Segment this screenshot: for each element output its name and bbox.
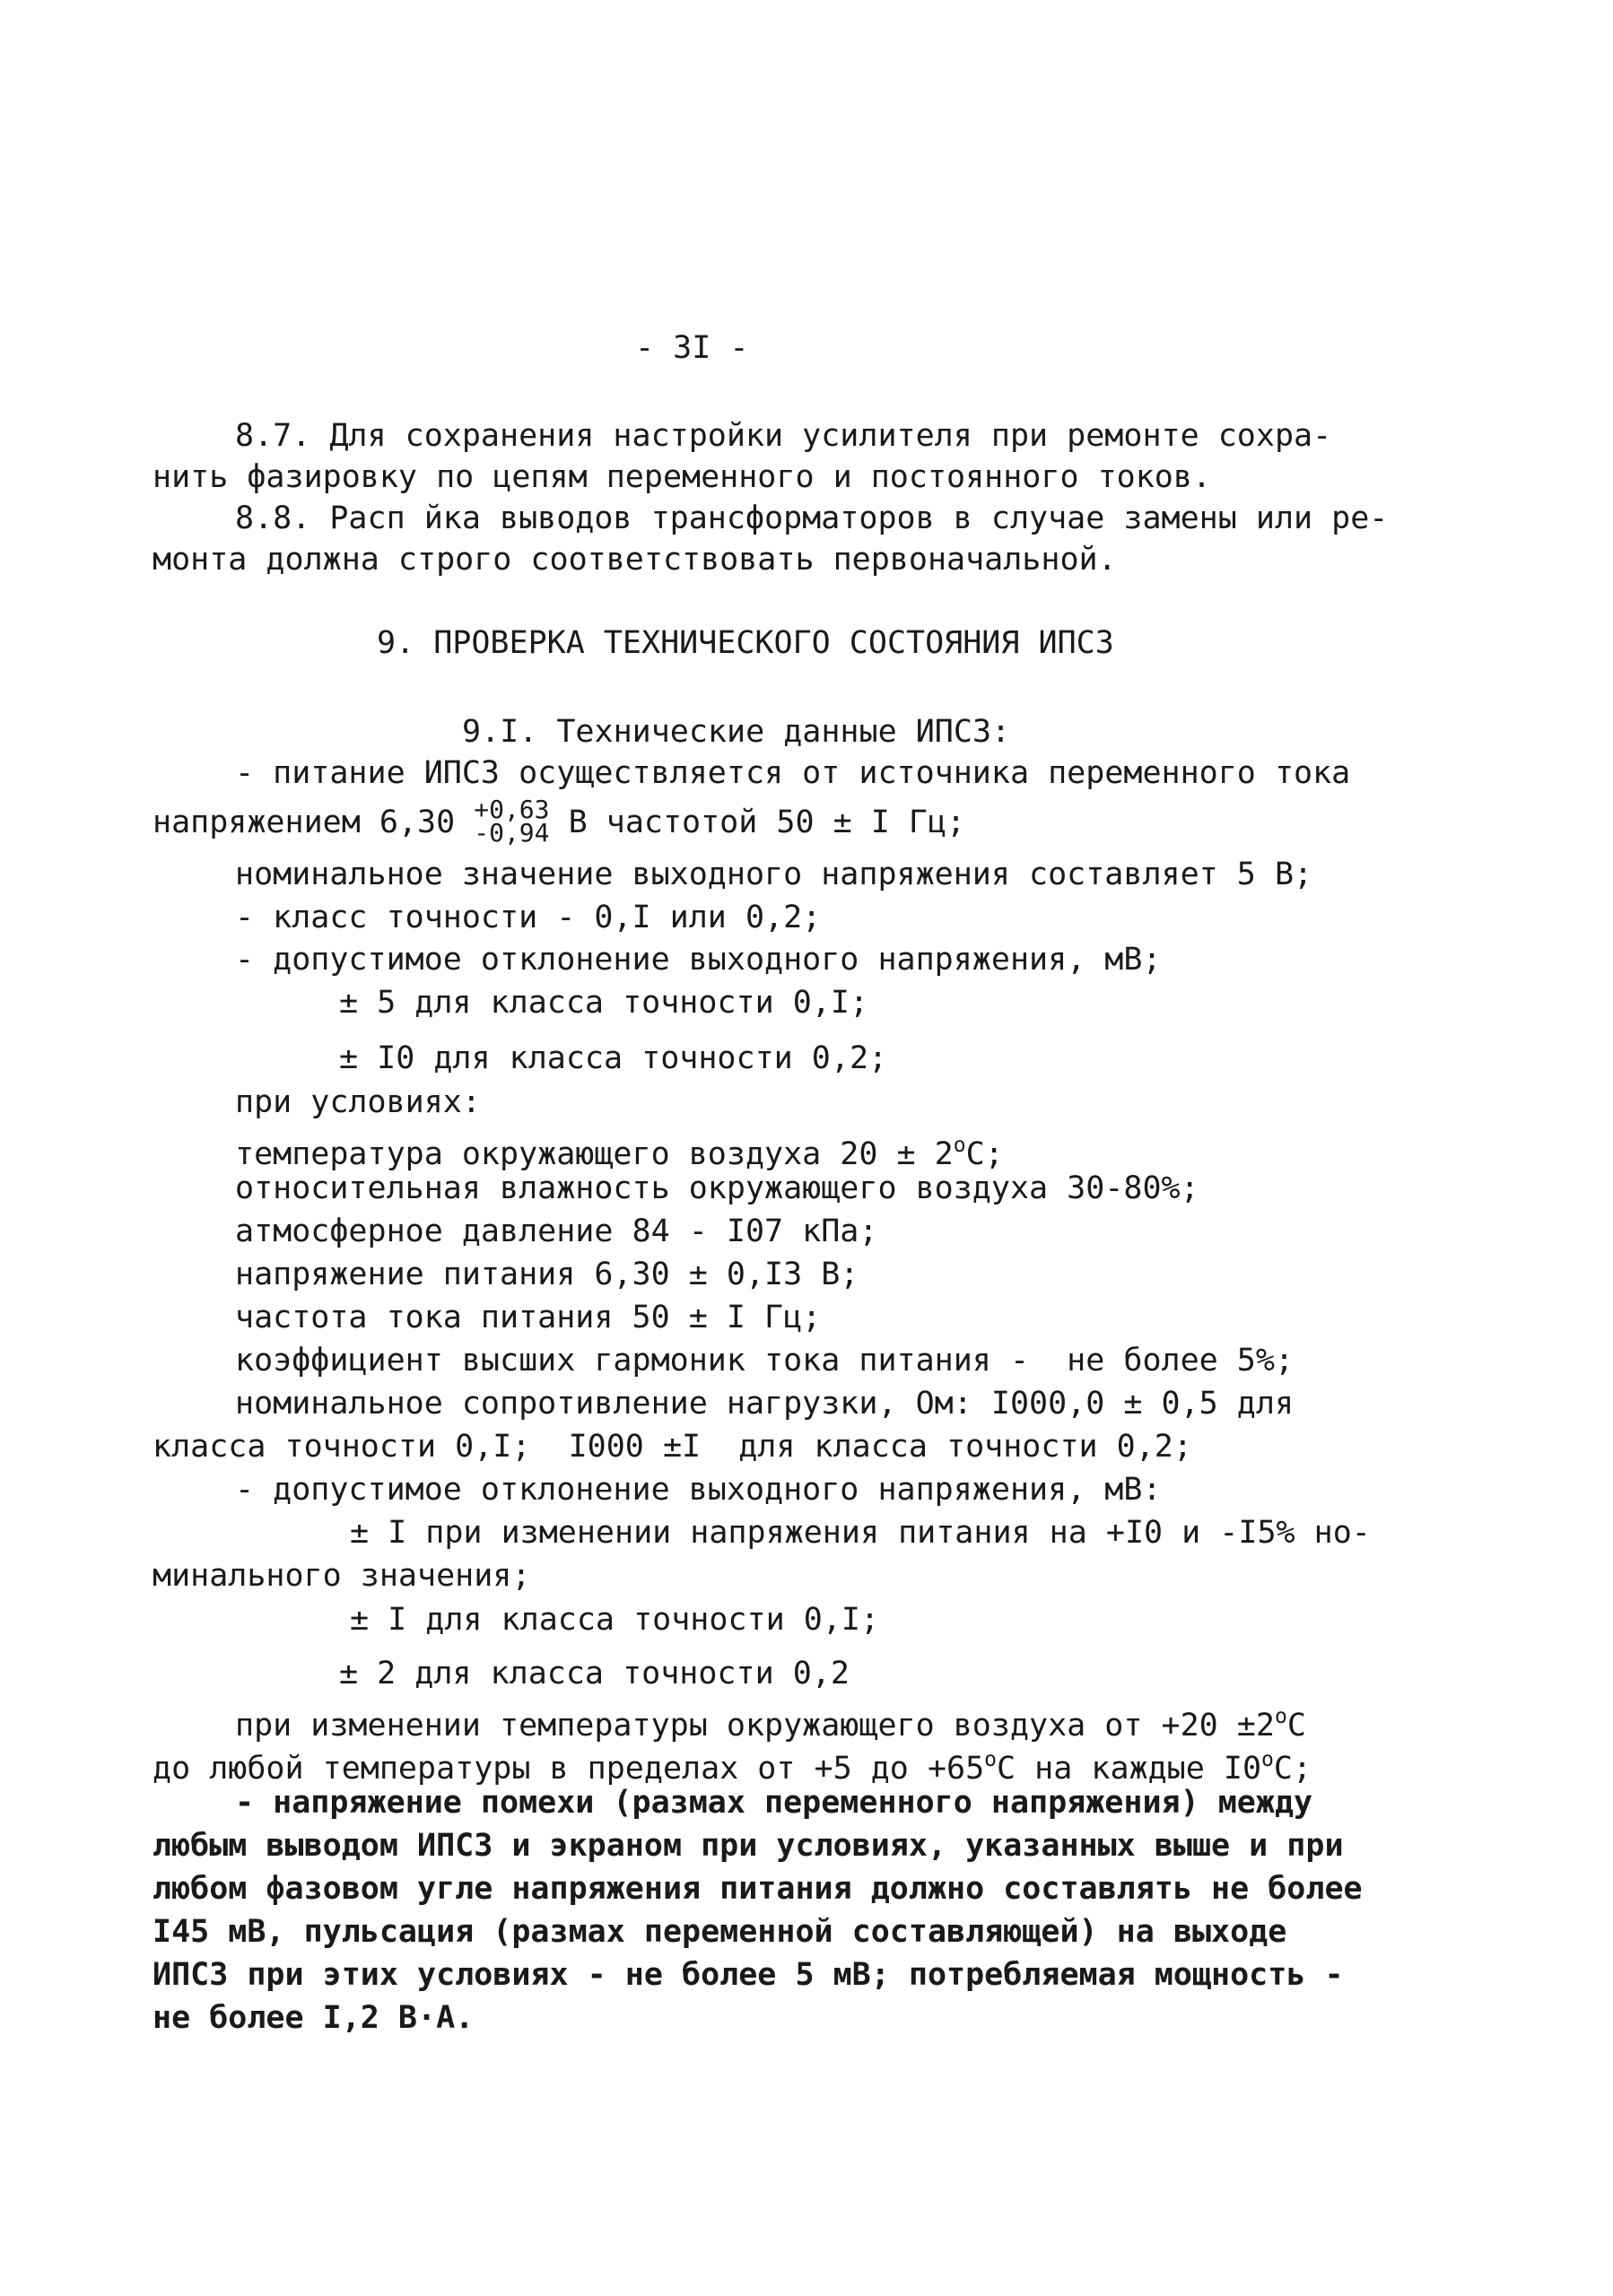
paragraph-8-8-line-2: монта должна строго соответствовать первоначальной.	[153, 542, 1117, 578]
noise-line-1: - напряжение помехи (размах переменного напряжения) между	[235, 1785, 1313, 1821]
deviation-header-line: - допустимое отклонение выходного напряжения, мВ;	[235, 942, 1162, 978]
nominal-output-line: номинальное значение выходного напряжения составляет 5 В;	[235, 857, 1313, 892]
noise-line-6: не более I,2 В·А.	[153, 2000, 475, 2036]
paragraph-8-7-line-2: нить фазировку по цепям переменного и постоянного токов.	[153, 459, 1212, 495]
tolerance-upper: +0,63	[474, 795, 550, 824]
deviation-header-2-line: - допустимое отклонение выходного напряжения, мВ:	[235, 1472, 1162, 1508]
tolerance-lower: -0,94	[474, 818, 550, 848]
voltage-tolerance	[474, 795, 550, 848]
degree-sign: о	[953, 1134, 966, 1157]
paragraph-8-7-line-1: 8.7. Для сохранения настройки усилителя при ремонте сохра-	[235, 418, 1332, 454]
temperature-unit: С;	[1273, 1751, 1312, 1787]
supply-frequency-line: частота тока питания 50 ± I Гц;	[235, 1300, 822, 1335]
deviation-class-01-line: ± 5 для класса точности 0,I;	[339, 985, 869, 1021]
noise-line-3: любом фазовом угле напряжения питания должно составлять не более	[153, 1871, 1363, 1907]
section-9-heading: 9. ПРОВЕРКА ТЕХНИЧЕСКОГО СОСТОЯНИЯ ИПСЗ	[377, 625, 1114, 661]
pressure-line: атмосферное давление 84 - I07 кПа;	[235, 1213, 878, 1249]
degree-sign: о	[1261, 1748, 1274, 1771]
accuracy-class-line: - класс точности - 0,I или 0,2;	[235, 900, 822, 935]
load-resistance-line-1: номинальное сопротивление нагрузки, Ом: I000,0 ± 0,5 для	[235, 1386, 1295, 1422]
supply-voltage-line: напряжение питания 6,30 ± 0,I3 В;	[235, 1257, 859, 1292]
conditions-line: при условиях:	[235, 1084, 481, 1120]
power-line-1: - питание ИПСЗ осуществляется от источника переменного тока	[235, 755, 1351, 791]
degree-sign: о	[1274, 1705, 1287, 1728]
deviation-class-02-line: ± I0 для класса точности 0,2;	[339, 1040, 888, 1076]
deviation-supply-line-2: минального значения;	[153, 1558, 531, 1594]
deviation2-class-02-line: ± 2 для класса точности 0,2	[339, 1656, 850, 1692]
humidity-line: относительная влажность окружающего воздуха 30-80%;	[235, 1170, 1199, 1206]
power-line-2	[153, 795, 966, 848]
noise-line-5: ИПСЗ при этих условиях - не более 5 мВ; потребляемая мощность -	[153, 1957, 1344, 1993]
deviation-supply-line-1: ± I при изменении напряжения питания на +I0 и -I5% но-	[350, 1515, 1371, 1551]
deviation2-class-01-line: ± I для класса точности 0,I;	[350, 1602, 880, 1638]
noise-line-4: I45 мВ, пульсация (размах переменной составляющей) на выходе	[153, 1914, 1287, 1950]
degree-sign: о	[984, 1748, 998, 1771]
harmonics-line: коэффициент высших гармоник тока питания - не более 5%;	[235, 1343, 1295, 1378]
load-resistance-line-2: класса точности 0,I; I000 ±I для класса точности 0,2;	[153, 1429, 1192, 1465]
power-prefix: напряжением 6,30	[153, 804, 475, 840]
noise-line-2: любым выводом ИПСЗ и экраном при условиях, указанных выше и при	[153, 1828, 1344, 1864]
subsection-9-1-heading: 9.I. Технические данные ИПСЗ:	[462, 714, 1011, 750]
page-number: - 3I -	[635, 330, 749, 366]
temperature-change-text: при изменении температуры окружающего воздуха от +20 ±2	[235, 1708, 1275, 1744]
power-suffix: В частотой 50 ± I Гц;	[549, 804, 966, 840]
temperature-range-text: до любой температуры в пределах от +5 до +65	[153, 1751, 985, 1787]
temperature-unit: С;	[965, 1136, 1004, 1172]
temperature-unit: С	[1286, 1708, 1306, 1744]
paragraph-8-8-line-1: 8.8. Расп йка выводов трансформаторов в случае замены или ре-	[235, 500, 1389, 536]
temperature-step-text: С на каждые I0	[997, 1751, 1262, 1787]
temperature-text: температура окружающего воздуха 20 ± 2	[235, 1136, 954, 1172]
